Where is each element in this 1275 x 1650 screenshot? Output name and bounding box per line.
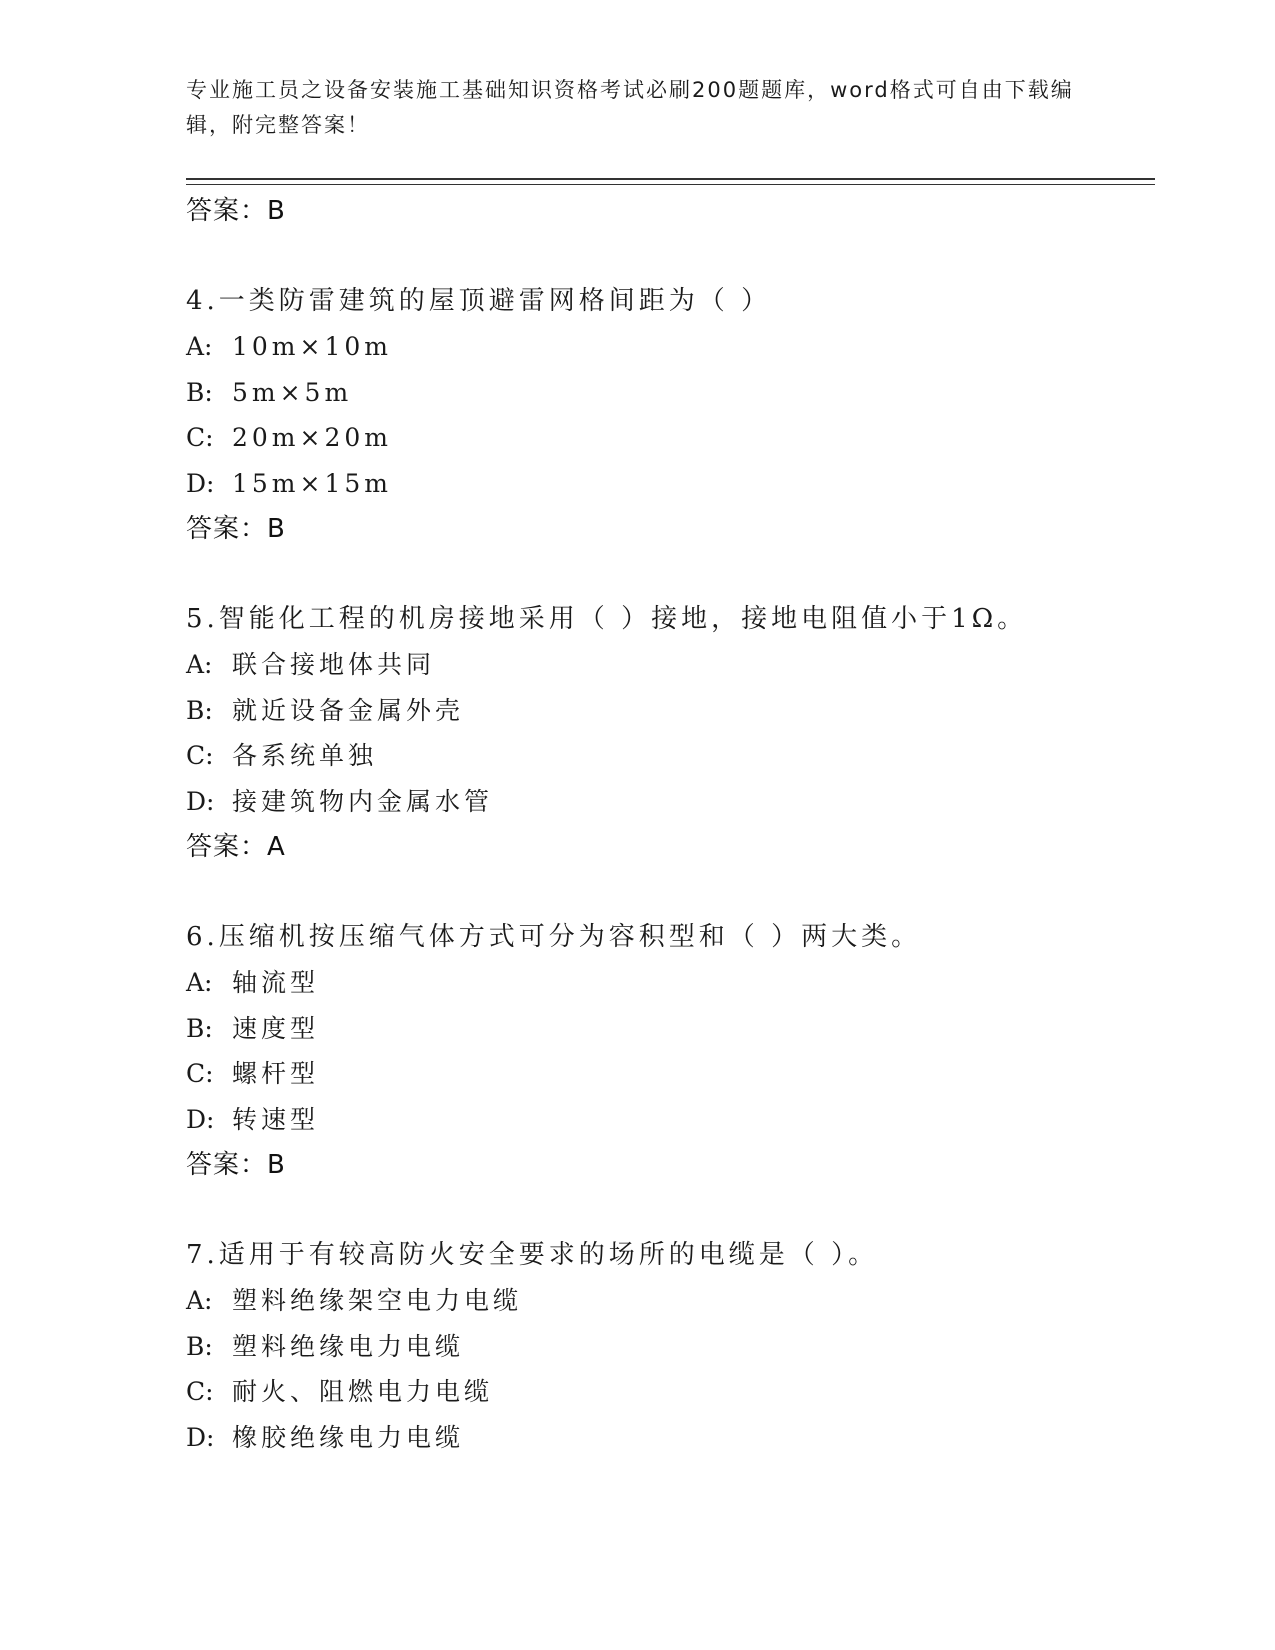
option-b	[186, 1006, 1146, 1052]
option-letter: C:	[186, 1377, 214, 1406]
answer-line: 答案：A	[186, 832, 286, 862]
option-letter: C:	[186, 741, 214, 770]
option-b	[186, 370, 1146, 416]
answer-line: 答案：B	[186, 1150, 286, 1180]
option-letter: D:	[186, 1104, 215, 1134]
option-text: 10m×10m	[232, 332, 392, 361]
option-c	[186, 1051, 1146, 1097]
option-text: 橡胶绝缘电力电缆	[232, 1422, 465, 1452]
question-stem: 6.压缩机按压缩气体方式可分为容积型和（ ）两大类。	[186, 922, 922, 952]
option-letter: C:	[186, 423, 214, 452]
option-letter: D:	[186, 468, 215, 498]
option-letter: D:	[186, 1422, 215, 1452]
option-text: 塑料绝缘电力电缆	[232, 1331, 465, 1361]
option-text: 塑料绝缘架空电力电缆	[232, 1286, 523, 1315]
option-letter: A:	[186, 332, 213, 361]
option-text: 转速型	[232, 1104, 320, 1134]
option-a	[186, 1278, 1146, 1324]
option-letter: B:	[186, 1013, 213, 1043]
option-letter: D:	[186, 786, 215, 816]
question-stem: 7.适用于有较高防火安全要求的场所的电缆是（ ）。	[186, 1240, 879, 1270]
option-text: 5m×5m	[232, 377, 353, 407]
option-text: 20m×20m	[232, 423, 392, 452]
option-letter: A:	[186, 1286, 213, 1315]
option-text: 接建筑物内金属水管	[232, 786, 494, 816]
question-4	[186, 278, 1146, 552]
option-letter: C:	[186, 1059, 214, 1088]
question-6	[186, 914, 1146, 1188]
question-list	[186, 188, 1146, 1460]
option-c	[186, 415, 1146, 461]
option-text: 轴流型	[232, 968, 320, 997]
option-text: 速度型	[232, 1013, 320, 1043]
option-d	[186, 779, 1146, 825]
document-header: 专业施工员之设备安装施工基础知识资格考试必刷200题题库，word格式可自由下载编辑，附完整答案！	[186, 78, 1074, 137]
option-letter: B:	[186, 377, 213, 407]
option-text: 各系统单独	[232, 741, 378, 770]
question-stem: 4.一类防雷建筑的屋顶避雷网格间距为（ ）	[186, 286, 772, 316]
header-rule-thick	[186, 178, 1155, 180]
option-text: 联合接地体共同	[232, 650, 436, 679]
answer-line: 答案：B	[186, 196, 286, 226]
option-a	[186, 324, 1146, 370]
option-text: 15m×15m	[232, 468, 392, 498]
option-letter: A:	[186, 968, 213, 997]
question-stem: 5.智能化工程的机房接地采用（ ）接地，接地电阻值小于1Ω。	[186, 604, 1028, 634]
option-c	[186, 1369, 1146, 1415]
option-text: 耐火、阻燃电力电缆	[232, 1377, 494, 1406]
question-7	[186, 1232, 1146, 1460]
option-a	[186, 960, 1146, 1006]
option-b	[186, 1324, 1146, 1370]
header-rule-thin	[186, 184, 1155, 185]
option-letter: B:	[186, 695, 213, 725]
option-text: 螺杆型	[232, 1059, 320, 1088]
option-text: 就近设备金属外壳	[232, 695, 465, 725]
option-a	[186, 642, 1146, 688]
option-d	[186, 461, 1146, 507]
option-letter: A:	[186, 650, 213, 679]
answer-line: 答案：B	[186, 514, 286, 544]
option-letter: B:	[186, 1331, 213, 1361]
option-b	[186, 688, 1146, 734]
option-d	[186, 1097, 1146, 1143]
question-5	[186, 596, 1146, 870]
option-c	[186, 733, 1146, 779]
option-d	[186, 1415, 1146, 1461]
